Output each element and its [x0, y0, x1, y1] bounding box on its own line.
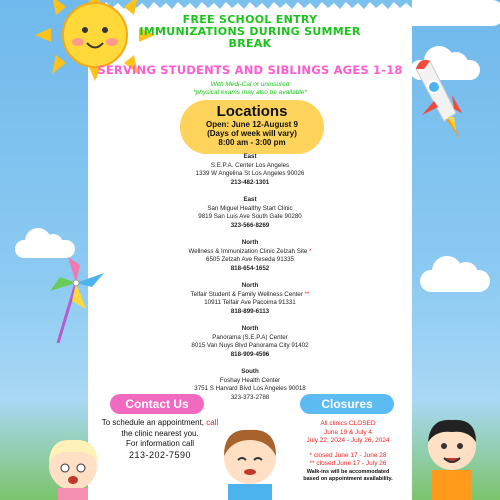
clinic-list [88, 153, 412, 411]
clinic-phone: 213-482-1301 [230, 178, 270, 186]
closure-marker: * [309, 247, 312, 255]
list-item [88, 196, 412, 230]
flyer-title [88, 14, 412, 50]
clinic-address: 8015 Van Nuys Blvd Panorama City 91402 [191, 342, 309, 349]
contact-line: the clinic nearest you. [121, 428, 199, 438]
walkin-note: based on appointment availability. [303, 475, 393, 482]
rocket-icon [408, 55, 470, 145]
clinic-phone: 818-654-1652 [230, 264, 270, 272]
clinic-region: South [241, 368, 259, 375]
clinic-name: Panorama (S.E.P.A) Center [212, 333, 288, 341]
closures-info [292, 420, 404, 483]
clinic-region: North [241, 239, 259, 246]
open-dates: Open: June 12-August 9 [205, 120, 298, 129]
note-line: *physical exams may also be available* [193, 89, 307, 96]
clinic-address: 9819 San Luis Ave South Gate 90280 [198, 213, 302, 220]
child-illustration [38, 432, 108, 500]
open-hours: 8:00 am - 3:00 pm [218, 138, 286, 147]
list-item [88, 153, 412, 187]
clinic-phone: 323-566-8269 [230, 221, 270, 229]
note-line: With Medi-Cal or uninsured [210, 81, 290, 88]
clinic-name-row [88, 291, 412, 300]
clinic-address: 6505 Zelzah Ave Reseda 91335 [206, 256, 294, 263]
locations-heading: Locations [216, 103, 288, 120]
closures-dates: July 22, 2024 - July 26, 2024 [306, 437, 390, 444]
title-line: IMMUNIZATIONS DURING SUMMER [139, 25, 361, 38]
closure-note-double: ** closed June 17 - July 26 [309, 460, 387, 467]
list-item [88, 325, 412, 359]
cloud-icon [420, 270, 490, 292]
clinic-name: Wellness & Immunization Clinic Zelzah Site [188, 247, 308, 255]
list-item [88, 282, 412, 316]
clinic-address: 3751 S Harvard Blvd Los Angeles 90018 [194, 385, 306, 392]
list-item [88, 239, 412, 273]
contact-line: For information call [125, 439, 195, 448]
clinic-phone: 323-373-2788 [230, 393, 270, 401]
clinic-name-row [88, 248, 412, 257]
clinic-address: 1339 W Angelina St Los Angeles 90026 [195, 170, 305, 177]
contact-us-badge: Contact Us [110, 394, 204, 414]
clinic-address: 10911 Telfair Ave Pacoima 91331 [204, 299, 296, 306]
clinic-name: Telfair Student & Family Wellness Center [190, 290, 303, 298]
walkin-note: Walk-ins will be accommodated [306, 468, 390, 475]
closures-all: All clinics CLOSED [320, 420, 376, 427]
child-illustration [412, 410, 492, 500]
eligibility-note [88, 81, 412, 97]
locations-badge [180, 100, 324, 154]
clinic-region: North [241, 325, 259, 332]
closure-note-single: * closed June 17 - June 28 [309, 451, 387, 459]
closures-dates: June 19 & July 4 [323, 428, 373, 436]
clinic-name: San Miguel Healthy Start Clinic [207, 204, 293, 212]
clinic-region: North [241, 282, 259, 289]
contact-info [90, 418, 230, 460]
closure-marker: ** [304, 290, 310, 298]
contact-phone: 213-202-7590 [128, 449, 192, 460]
clinic-phone: 818-909-4596 [230, 350, 270, 358]
contact-line [90, 418, 230, 429]
title-line: FREE SCHOOL ENTRY [182, 13, 318, 26]
contact-call-word: call [206, 418, 219, 427]
clinic-phone: 818-899-6113 [230, 307, 270, 315]
clinic-region: East [243, 153, 257, 160]
contact-text-a: To schedule an appointment, [101, 418, 205, 427]
closures-badge: Closures [300, 394, 394, 414]
days-note: (Days of week will vary) [207, 129, 297, 138]
title-line: BREAK [228, 37, 272, 50]
clinic-name: Foshay Health Center [219, 376, 281, 384]
clinic-region: East [243, 196, 257, 203]
flyer-subtitle: SERVING STUDENTS AND SIBLINGS AGES 1-18 [97, 63, 403, 77]
clinic-name: S.E.P.A. Center Los Angeles [210, 161, 290, 169]
child-illustration [210, 422, 290, 500]
